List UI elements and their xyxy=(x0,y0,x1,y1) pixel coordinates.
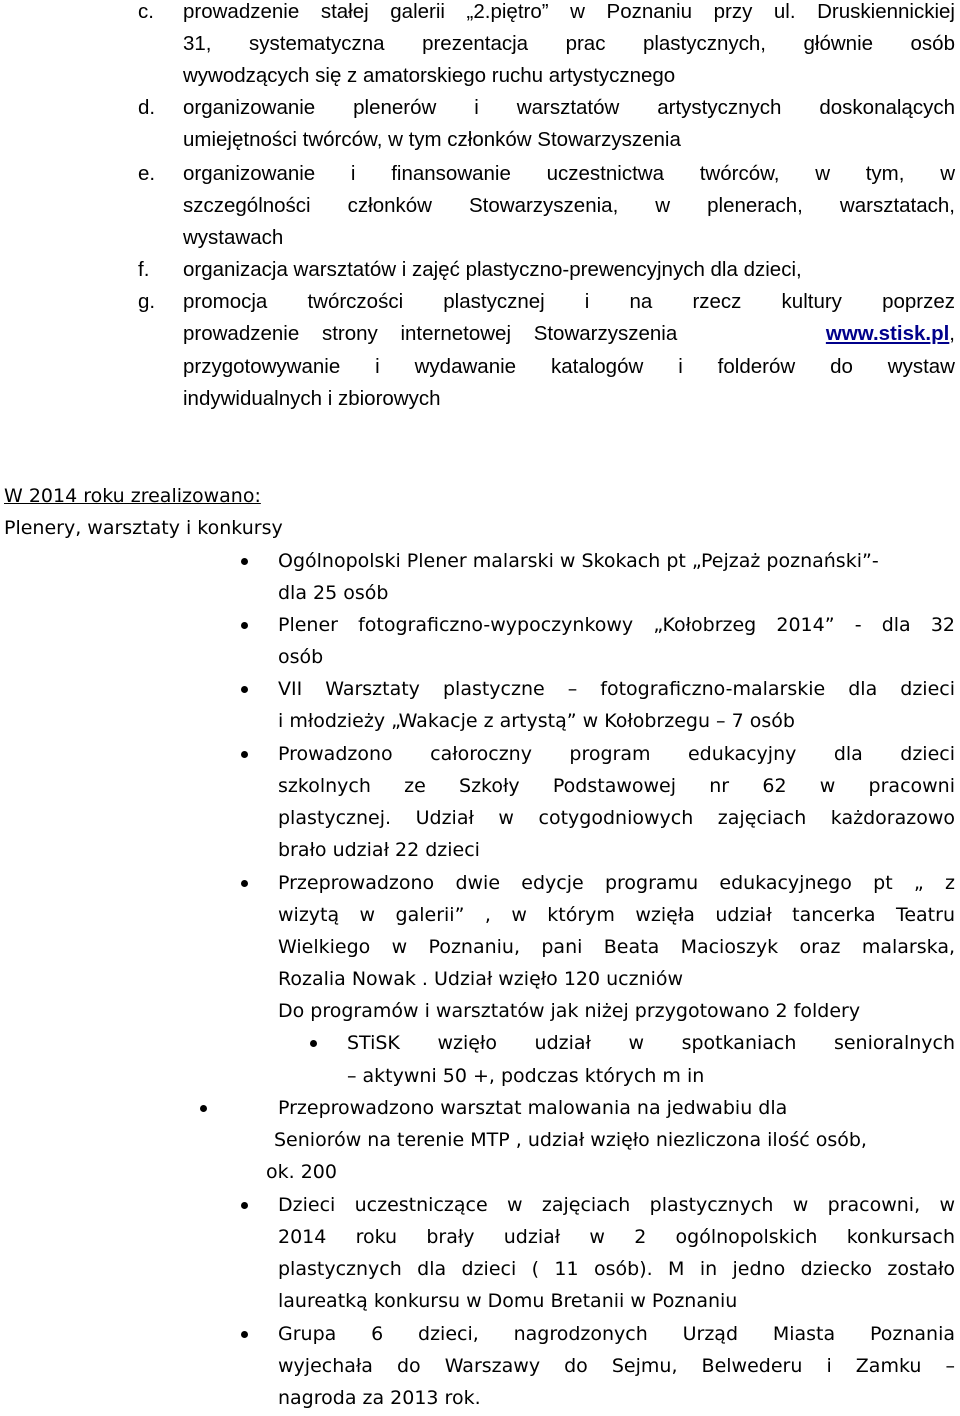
list-item-line xyxy=(183,318,955,350)
list-item-line: indywidualnych i zbiorowych xyxy=(183,387,441,410)
list-item-line: Rozalia Nowak . Udział wzięło 120 uczniów xyxy=(278,968,684,990)
list-item-line: wystawach xyxy=(183,226,284,249)
list-item-line: VII Warsztaty plastyczne – fotograficzno-malarskie dla dzieci xyxy=(278,678,955,700)
list-item-line: promocja twórczości plastycznej i na rzecz kultury poprzez xyxy=(183,290,955,313)
list-item-line: szkolnych ze Szkoły Podstawowej nr 62 w pracowni xyxy=(278,775,955,797)
list-item-line: Ogólnopolski Plener malarski w Skokach pt „Pejzaż poznański”- xyxy=(278,550,879,572)
list-item-line: – aktywni 50 +, podczas których m in xyxy=(347,1065,705,1087)
list-item-line: umiejętności twórców, w tym członków Stowarzyszenia xyxy=(183,128,681,151)
list-item-line: przygotowywanie i wydawanie katalogów i folderów do wystaw xyxy=(183,355,955,378)
list-item-line: organizowanie i finansowanie uczestnictwa twórców, w tym, w xyxy=(183,162,955,185)
section-subheading: Plenery, warsztaty i konkursy xyxy=(4,517,283,539)
list-item-line: organizacja warsztatów i zajęć plastyczno-prewencyjnych dla dzieci, xyxy=(183,258,802,281)
list-item-line: Przeprowadzono warsztat malowania na jedwabiu dla xyxy=(278,1097,788,1119)
list-item-line: dla 25 osób xyxy=(278,582,389,604)
list-item-line: Do programów i warsztatów jak niżej przygotowano 2 foldery xyxy=(278,1000,861,1022)
list-marker: g. xyxy=(138,290,156,313)
list-item-line: STiSK wzięło udział w spotkaniach senioralnych xyxy=(347,1032,955,1054)
list-item-line: 2014 roku brały udział w 2 ogólnopolskich konkursach xyxy=(278,1226,955,1248)
bullet-icon xyxy=(241,1202,248,1209)
bullet-icon xyxy=(200,1105,207,1112)
list-item-line: Dzieci uczestniczące w zajęciach plastycznych w pracowni, w xyxy=(278,1194,955,1216)
bullet-icon xyxy=(241,622,248,629)
website-link[interactable]: www.stisk.pl xyxy=(825,322,950,345)
list-marker: d. xyxy=(138,96,156,119)
list-item-line: i młodzieży „Wakacje z artystą” w Kołobrzegu – 7 osób xyxy=(278,710,795,732)
list-item-line: wywodzących się z amatorskiego ruchu artystycznego xyxy=(183,64,676,87)
list-marker: e. xyxy=(138,162,156,185)
list-item-line: wyjechała do Warszawy do Sejmu, Belwederu i Zamku – xyxy=(278,1355,955,1377)
list-item-line: szczególności członków Stowarzyszenia, w plenerach, warsztatach, xyxy=(183,194,955,217)
bullet-icon xyxy=(241,686,248,693)
list-item-line: ok. 200 xyxy=(266,1161,337,1183)
bullet-icon xyxy=(241,558,248,565)
list-item-line: Prowadzono całoroczny program edukacyjny dla dzieci xyxy=(278,743,955,765)
list-item-line: plastycznych dla dzieci ( 11 osób). M in jedno dziecko zostało xyxy=(278,1258,955,1280)
list-marker: f. xyxy=(138,258,150,281)
list-marker: c. xyxy=(138,0,154,23)
list-item-line: osób xyxy=(278,646,324,668)
list-item-line: brało udział 22 dzieci xyxy=(278,839,480,861)
section-heading: W 2014 roku zrealizowano: xyxy=(4,485,261,507)
list-item-line: Plener fotograficzno-wypoczynkowy „Kołobrzeg 2014” - dla 32 xyxy=(278,614,955,636)
bullet-icon xyxy=(310,1040,317,1047)
list-item-line: laureatką konkursu w Domu Bretanii w Poznaniu xyxy=(278,1290,738,1312)
list-item-line: wizytą w galerii” , w którym wzięła udział tancerka Teatru xyxy=(278,904,955,926)
bullet-icon xyxy=(241,751,248,758)
bullet-icon xyxy=(241,880,248,887)
list-item-line: prowadzenie stałej galerii „2.piętro” w Poznaniu przy ul. Druskiennickiej xyxy=(183,0,955,23)
list-item-line: Seniorów na terenie MTP , udział wzięło niezliczona ilość osób, xyxy=(274,1129,867,1151)
list-item-line: nagroda za 2013 rok. xyxy=(278,1387,481,1409)
list-item-line: Wielkiego w Poznaniu, pani Beata Macioszyk oraz malarska, xyxy=(278,936,955,958)
bullet-icon xyxy=(241,1331,248,1338)
list-item-line: Grupa 6 dzieci, nagrodzonych Urząd Miasta Poznania xyxy=(278,1323,955,1345)
list-item-line: 31, systematyczna prezentacja prac plastycznych, głównie osób xyxy=(183,32,955,55)
list-item-line: Przeprowadzono dwie edycje programu edukacyjnego pt „ z xyxy=(278,872,955,894)
comma: , xyxy=(949,322,955,345)
list-item-line: plastycznej. Udział w cotygodniowych zajęciach każdorazowo xyxy=(278,807,955,829)
list-item-line: organizowanie plenerów i warsztatów artystycznych doskonalących xyxy=(183,96,955,119)
list-item-text: prowadzenie strony internetowej Stowarzyszenia xyxy=(183,322,700,345)
